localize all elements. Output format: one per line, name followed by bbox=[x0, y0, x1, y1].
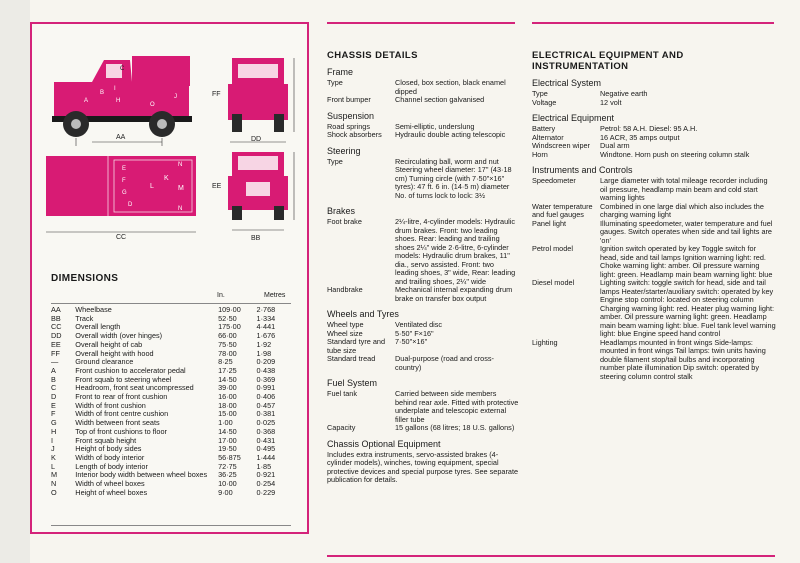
spec-value: Lighting switch: toggle switch for head, side and tail lamps Heater/starter/auxiliary switch: operated by key Engine stop control: located on steering column Charging warning light: red. Heater plug warning light: amber. Oil pressure warning light: green. Headlamp main beam warning light: blue. Fuel tank level warning light: blue Engine speed hand control bbox=[600, 278, 776, 338]
spec-value: Negative earth bbox=[600, 89, 648, 98]
dimension-code: B bbox=[51, 374, 56, 384]
dimension-in: 175·00 bbox=[218, 322, 241, 332]
section-heading: Brakes bbox=[327, 206, 356, 216]
dimension-me: 0·369 bbox=[256, 374, 276, 384]
spec-value: Hydraulic double acting telescopic bbox=[395, 130, 506, 139]
column-header-metres: Metres bbox=[264, 292, 286, 299]
spec-value: Ventilated disc bbox=[395, 320, 443, 329]
dimension-desc: Overall length bbox=[75, 322, 121, 332]
spec-label: Type bbox=[327, 78, 343, 87]
spec-value: 12 volt bbox=[600, 97, 622, 107]
dimension-desc: Track bbox=[75, 313, 94, 323]
spec-value: Recirculating ball, worm and nut Steering wheel diameter: 17" (43·18 cm) Turning circle (with 7·50"×16" tyres): 47 ft. 6 in. (14·5 m) diameter No. of turns lock to lock: 3½ bbox=[395, 156, 512, 200]
label-f: F bbox=[122, 178, 126, 184]
dimension-me: 0·254 bbox=[256, 479, 276, 489]
spec-label: Road springs bbox=[327, 121, 370, 131]
section-heading: Frame bbox=[327, 67, 354, 77]
dimension-desc: Overall height with hood bbox=[75, 348, 154, 358]
dimension-in: 8·25 bbox=[218, 357, 233, 367]
dimension-code: J bbox=[51, 444, 55, 454]
label-a: A bbox=[84, 98, 89, 104]
section-heading: Electrical System bbox=[532, 78, 602, 88]
spec-row bbox=[532, 99, 776, 108]
label-ee: EE bbox=[212, 183, 222, 190]
label-j: J bbox=[174, 94, 177, 100]
chassis-sections bbox=[327, 67, 519, 433]
label-bb: BB bbox=[251, 235, 261, 242]
dimension-in: 56·875 bbox=[218, 452, 241, 462]
dimension-code: G bbox=[51, 418, 57, 428]
label-b: B bbox=[100, 90, 105, 96]
vehicle-dimension-drawings bbox=[32, 24, 307, 259]
dimension-me: 0·921 bbox=[256, 470, 276, 480]
dimension-desc: Headroom, front seat uncompressed bbox=[75, 383, 194, 393]
spec-row bbox=[532, 151, 776, 160]
dimension-code: A bbox=[51, 365, 56, 375]
dimension-desc: Overall width (over hinges) bbox=[75, 331, 163, 341]
spec-label: Petrol model bbox=[532, 244, 573, 253]
spec-value: 2¼-litre, 4-cylinder models: Hydraulic drum brakes. Front: two leading shoes. Rear: leading and trailing shoes 2¼" wide 2·6-litre, 6-cylinder models: Hydraulic drum brakes, 11" dia., servo assisted. Front: two leading shoes, 3" wide, Rear: leading and trailing shoes, 2¼" wide bbox=[395, 217, 516, 286]
dimension-desc: Width between front seats bbox=[75, 418, 160, 428]
dimension-me: 0·209 bbox=[256, 357, 276, 367]
spec-label: Diesel model bbox=[532, 278, 575, 287]
label-o: O bbox=[150, 102, 155, 108]
dimension-code: L bbox=[51, 461, 56, 471]
spec-row bbox=[327, 424, 519, 433]
dimension-me: 0·229 bbox=[256, 487, 276, 497]
dimension-in: 75·50 bbox=[218, 339, 237, 349]
dimension-row bbox=[51, 489, 293, 498]
column-rule bbox=[327, 22, 515, 24]
label-i: I bbox=[114, 86, 116, 92]
dimension-me: 1·444 bbox=[256, 452, 276, 462]
dimension-desc: Top of front cushions to floor bbox=[75, 426, 167, 436]
column-header-inches: In. bbox=[217, 292, 225, 299]
spec-row bbox=[327, 79, 519, 96]
spec-value: Large diameter with total mileage recorder including oil pressure, headlamp main beam and cold start warning lights bbox=[600, 176, 768, 202]
dimension-me: 0·991 bbox=[256, 383, 276, 393]
spec-row bbox=[327, 96, 519, 105]
spec-row bbox=[532, 220, 776, 246]
dimension-in: 14·50 bbox=[218, 374, 237, 384]
dimension-desc: Ground clearance bbox=[75, 357, 134, 367]
spec-row bbox=[532, 177, 776, 203]
label-e: E bbox=[122, 166, 127, 172]
spec-value: Headlamps mounted in front wings Side-lamps: mounted in front wings Tail lamps: twin units having double filament stop/tail bulbs and incorporating number plate illumination Dip switch: operated by steering column control stalk bbox=[600, 337, 766, 381]
dimension-desc: Wheelbase bbox=[75, 305, 112, 314]
dimensions-table bbox=[51, 306, 293, 497]
page-gutter bbox=[0, 0, 30, 563]
optional-equipment-text: Includes extra instruments, servo-assisted brakes (4-cylinder models), winches, towing equipment, special protective devices and special purpose tyres. See separate publication for details. bbox=[327, 449, 519, 484]
spec-label: Standard tread bbox=[327, 354, 376, 363]
dimension-desc: Front squab to steering wheel bbox=[75, 374, 172, 384]
label-n: N bbox=[178, 162, 183, 168]
optional-equipment-heading: Chassis Optional Equipment bbox=[327, 438, 441, 449]
spec-label: Battery bbox=[532, 124, 556, 133]
spec-label: Horn bbox=[532, 149, 548, 159]
dimension-desc: Front to rear of front cushion bbox=[75, 392, 168, 402]
dimension-in: 10·00 bbox=[218, 479, 237, 489]
electrical-title-line1: ELECTRICAL EQUIPMENT AND bbox=[532, 50, 684, 61]
spec-value: Ignition switch operated by key Toggle switch for head, side and tail lamps Ignition warning light: red. Choke warning light: amber. Oil pressure warning light: green. Headlamp main beam warning light: blue bbox=[600, 244, 773, 279]
dimension-desc: Width of wheel boxes bbox=[75, 479, 145, 489]
dimension-code: FF bbox=[51, 348, 60, 358]
side-view-drawing bbox=[52, 56, 192, 146]
label-k: K bbox=[164, 175, 169, 182]
dimension-code: I bbox=[51, 435, 54, 445]
spec-value: 15 gallons (68 litres; 18 U.S. gallons) bbox=[395, 423, 515, 432]
spec-value: Mechanical internal expanding drum brake on transfer box output bbox=[395, 285, 513, 303]
dimension-desc: Length of body interior bbox=[75, 461, 148, 471]
dimension-in: 52·50 bbox=[218, 313, 237, 323]
label-cc: CC bbox=[116, 234, 127, 241]
table-rule bbox=[51, 525, 291, 526]
label-aa: AA bbox=[116, 134, 126, 141]
dimension-in: 66·00 bbox=[218, 331, 237, 341]
dimension-me: 0·368 bbox=[256, 426, 276, 436]
spec-label: Type bbox=[327, 156, 343, 166]
spec-label: Windscreen wiper bbox=[532, 141, 590, 150]
dimension-me: 0·406 bbox=[256, 392, 276, 402]
section-heading: Fuel System bbox=[327, 378, 378, 388]
label-d: D bbox=[128, 202, 133, 208]
spec-row bbox=[532, 203, 776, 220]
dimension-me: 0·457 bbox=[256, 400, 276, 410]
chassis-title: CHASSIS DETAILS bbox=[327, 50, 418, 61]
spec-label: Handbrake bbox=[327, 285, 363, 294]
dimension-in: 39·00 bbox=[218, 383, 237, 393]
dimension-in: 18·00 bbox=[218, 400, 237, 410]
dimension-me: 1·92 bbox=[256, 339, 272, 349]
front-view-drawing bbox=[212, 152, 294, 242]
dimension-desc: Interior body width between wheel boxes bbox=[75, 470, 208, 480]
section-heading: Wheels and Tyres bbox=[327, 309, 399, 319]
dimension-in: 9·00 bbox=[218, 487, 233, 497]
dimension-in: 72·75 bbox=[218, 461, 237, 471]
label-l: L bbox=[150, 183, 154, 190]
dimension-code: H bbox=[51, 426, 57, 436]
label-h: H bbox=[116, 98, 121, 104]
spec-row bbox=[532, 245, 776, 279]
dimension-code: DD bbox=[51, 331, 62, 341]
spec-label: Shock absorbers bbox=[327, 130, 382, 139]
dimension-code: EE bbox=[51, 339, 61, 349]
spec-label: Alternator bbox=[532, 132, 564, 142]
label-n: N bbox=[178, 206, 183, 212]
dimension-in: 109·00 bbox=[218, 305, 241, 314]
spec-row bbox=[532, 279, 776, 339]
spec-label: Water temperature and fuel gauges bbox=[532, 201, 593, 219]
dimension-in: 15·00 bbox=[218, 409, 237, 419]
column-rule bbox=[532, 22, 774, 24]
section-heading: Steering bbox=[327, 145, 361, 156]
dimension-me: 0·438 bbox=[256, 365, 276, 375]
dimension-code: — bbox=[51, 357, 59, 367]
spec-value: Combined in one large dial which also includes the charging warning light bbox=[600, 201, 764, 219]
dimension-me: 0·025 bbox=[256, 418, 276, 428]
dimension-desc: Width of body interior bbox=[75, 452, 145, 462]
label-g: G bbox=[122, 190, 127, 196]
spec-label: Voltage bbox=[532, 97, 557, 107]
electrical-title bbox=[532, 50, 776, 72]
dimension-desc: Height of wheel boxes bbox=[75, 487, 148, 497]
dimension-in: 36·25 bbox=[218, 470, 237, 480]
spec-value: 5·50" F×16" bbox=[395, 328, 434, 338]
dimension-in: 17·25 bbox=[218, 365, 237, 375]
rear-view-drawing bbox=[212, 58, 294, 143]
spec-value: Dual-purpose (road and cross-country) bbox=[395, 354, 494, 372]
electrical-column bbox=[532, 50, 776, 381]
dimension-in: 14·50 bbox=[218, 426, 237, 436]
spec-row bbox=[327, 218, 519, 286]
dimension-in: 78·00 bbox=[218, 348, 237, 358]
dimension-desc: Width of front cushion bbox=[75, 400, 146, 410]
dimension-in: 17·00 bbox=[218, 435, 237, 445]
label-c: C bbox=[120, 66, 125, 72]
dimensions-title: DIMENSIONS bbox=[51, 273, 119, 284]
dimension-me: 1·334 bbox=[256, 313, 276, 323]
dimension-desc: Overall height of cab bbox=[75, 339, 143, 349]
dimension-code: CC bbox=[51, 322, 62, 332]
dimension-code: K bbox=[51, 452, 56, 462]
dimension-code: M bbox=[51, 470, 58, 480]
dimension-code: AA bbox=[51, 305, 61, 314]
dimension-in: 16·00 bbox=[218, 392, 237, 402]
spec-label: Wheel size bbox=[327, 328, 363, 338]
dimension-in: 19·50 bbox=[218, 444, 237, 454]
electrical-title-line2: INSTRUMENTATION bbox=[532, 61, 629, 72]
spec-row bbox=[327, 158, 519, 201]
chassis-details-column bbox=[327, 50, 519, 485]
spec-value: Channel section galvanised bbox=[395, 95, 485, 104]
spec-label: Speedometer bbox=[532, 176, 576, 185]
label-m: M bbox=[178, 185, 184, 192]
dimensions-panel bbox=[30, 22, 309, 534]
spec-label: Panel light bbox=[532, 218, 567, 228]
spec-row bbox=[327, 355, 519, 372]
spec-label: Type bbox=[532, 89, 548, 98]
dimension-code: D bbox=[51, 392, 57, 402]
spec-row bbox=[327, 390, 519, 424]
plan-view-drawing bbox=[46, 156, 196, 241]
table-rule bbox=[51, 303, 291, 304]
dimension-me: 0·431 bbox=[256, 435, 276, 445]
dimension-desc: Height of body sides bbox=[75, 444, 142, 454]
spec-row bbox=[327, 131, 519, 140]
spec-label: Capacity bbox=[327, 423, 356, 432]
footer-rule bbox=[327, 555, 775, 557]
section-heading: Instruments and Controls bbox=[532, 165, 633, 175]
spec-label: Lighting bbox=[532, 337, 558, 347]
spec-value: Closed, box section, black enamel dipped bbox=[395, 78, 506, 96]
dimension-code: BB bbox=[51, 313, 61, 323]
spec-value: Carried between side members behind rear axle. Fitted with protective underplate and telescopic external filler tube bbox=[395, 389, 519, 424]
spec-label: Foot brake bbox=[327, 217, 362, 226]
spec-label: Fuel tank bbox=[327, 389, 358, 398]
dimension-me: 4·441 bbox=[256, 322, 276, 332]
spec-row bbox=[327, 338, 519, 355]
spec-value: Illuminating speedometer, water temperature and fuel gauges. Switch operates when side and tail lights are 'on' bbox=[600, 218, 773, 245]
dimension-code: F bbox=[51, 409, 56, 419]
spec-label: Front bumper bbox=[327, 95, 371, 104]
dimension-desc: Front squab height bbox=[75, 435, 137, 445]
spec-label: Standard tyre and tube size bbox=[327, 337, 386, 355]
spec-row bbox=[327, 286, 519, 303]
dimension-in: 1·00 bbox=[218, 418, 233, 428]
dimension-code: E bbox=[51, 400, 56, 410]
dimension-desc: Front cushion to accelerator pedal bbox=[75, 365, 186, 375]
spec-value: 16 ACR, 35 amps output bbox=[600, 132, 680, 142]
dimension-code: C bbox=[51, 383, 57, 393]
dimension-me: 1·85 bbox=[256, 461, 272, 471]
dimension-code: O bbox=[51, 487, 57, 497]
spec-label: Wheel type bbox=[327, 320, 364, 329]
dimension-me: 0·381 bbox=[256, 409, 276, 419]
spec-row bbox=[532, 339, 776, 382]
spec-value: Semi-elliptic, underslung bbox=[395, 121, 475, 131]
label-ff: FF bbox=[212, 91, 221, 98]
section-heading: Electrical Equipment bbox=[532, 113, 615, 123]
spec-value: Petrol: 58 A.H. Diesel: 95 A.H. bbox=[600, 124, 698, 133]
spec-row bbox=[532, 90, 776, 99]
dimension-code: N bbox=[51, 479, 57, 489]
label-dd: DD bbox=[251, 136, 262, 143]
dimension-me: 0·495 bbox=[256, 444, 276, 454]
spec-value: 7·50"×16" bbox=[395, 337, 428, 346]
spec-value: Windtone. Horn push on steering column stalk bbox=[600, 149, 750, 159]
dimension-me: 1·676 bbox=[256, 331, 276, 341]
electrical-sections bbox=[532, 78, 776, 381]
dimension-desc: Width of front centre cushion bbox=[75, 409, 169, 419]
dimension-me: 2·768 bbox=[256, 305, 276, 314]
spec-value: Dual arm bbox=[600, 141, 630, 150]
dimension-me: 1·98 bbox=[256, 348, 272, 358]
section-heading: Suspension bbox=[327, 110, 375, 121]
